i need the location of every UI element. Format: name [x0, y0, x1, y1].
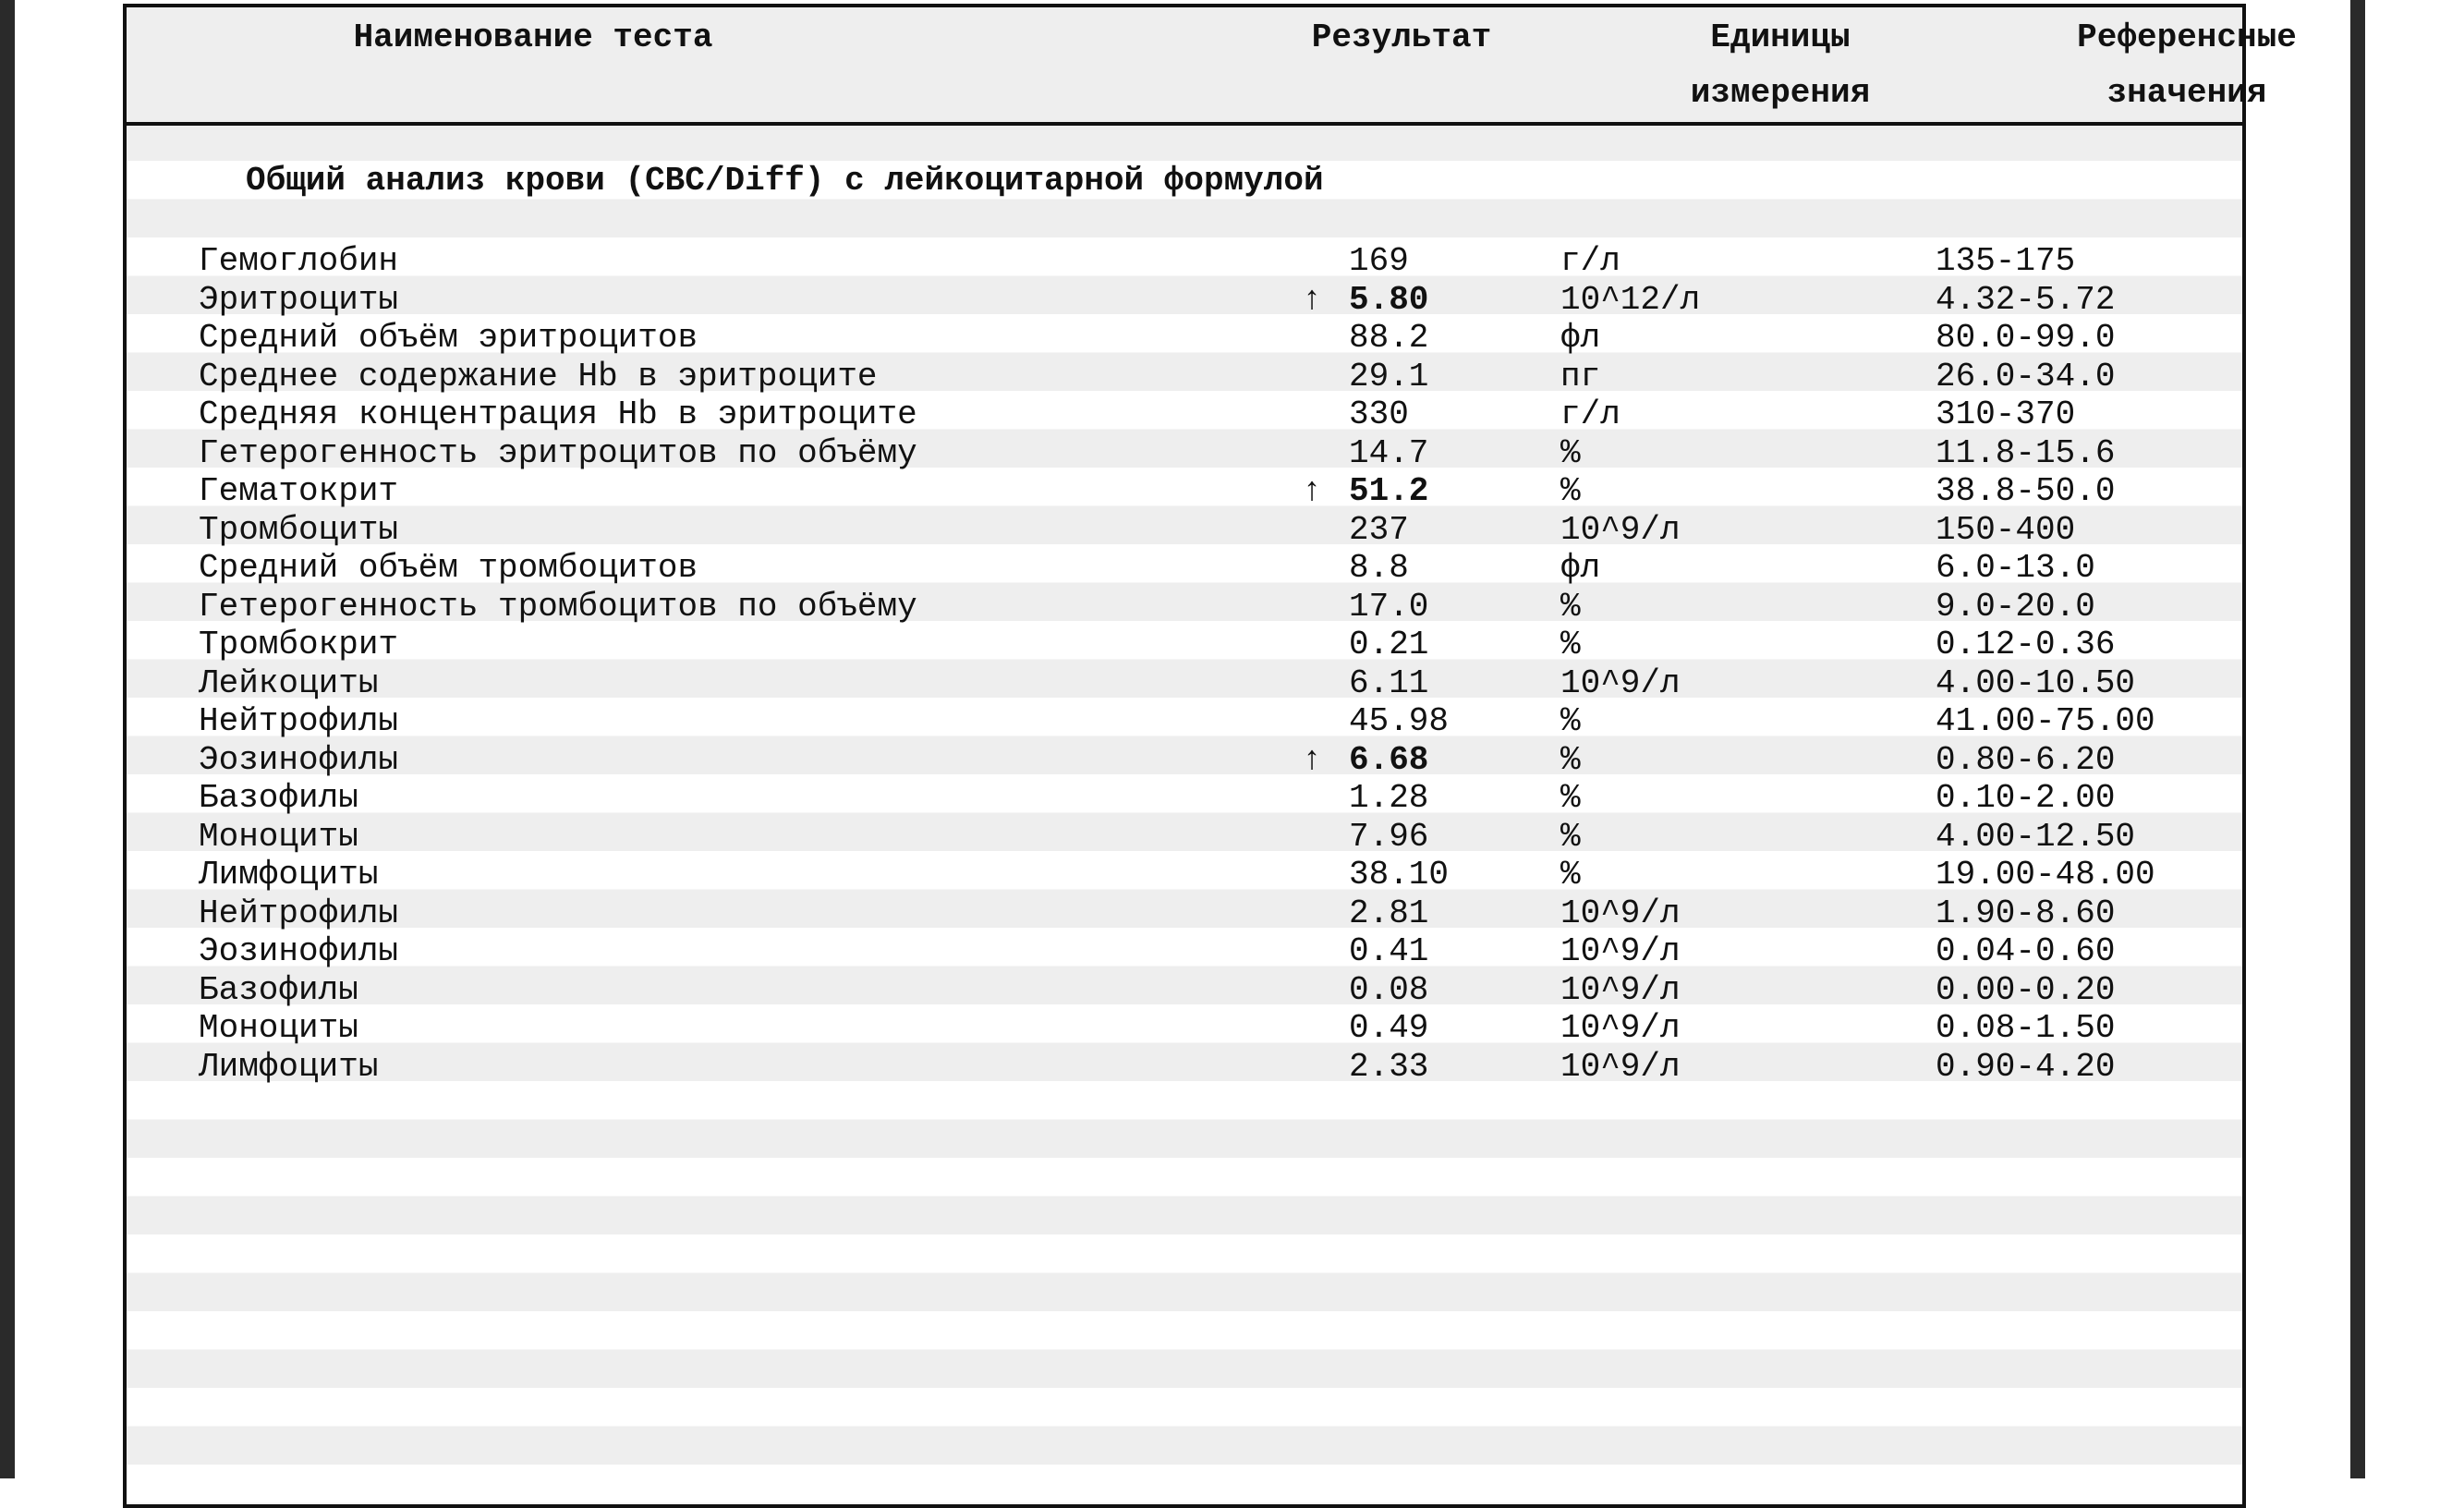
result-value-cell: 8.8	[1349, 549, 1409, 587]
table-row	[127, 281, 2242, 320]
section-title: Общий анализ крови (CBC/Diff) с лейкоцитарной формулой	[246, 162, 1324, 200]
test-name-cell: Базофилы	[199, 970, 358, 1009]
reference-range-cell: 0.90-4.20	[1936, 1047, 2116, 1086]
table-row	[127, 395, 2242, 434]
unit-cell: фл	[1560, 319, 1601, 357]
unit-cell: %	[1560, 740, 1581, 779]
reference-range-cell: 0.80-6.20	[1936, 740, 2116, 779]
high-flag-icon: ↑	[1302, 740, 1322, 779]
result-value-cell: 51.2	[1349, 472, 1429, 510]
left-window-edge	[0, 0, 15, 1478]
header-test-name: Наименование теста	[353, 18, 713, 56]
reference-range-cell: 26.0-34.0	[1936, 357, 2116, 395]
unit-cell: %	[1560, 856, 1581, 894]
unit-cell: пг	[1560, 357, 1601, 395]
result-value-cell: 45.98	[1349, 702, 1450, 740]
reference-range-cell: 310-370	[1936, 395, 2076, 433]
table-row	[127, 626, 2242, 664]
table-row	[127, 472, 2242, 511]
test-name-cell: Эритроциты	[199, 280, 399, 319]
reference-range-cell: 4.00-12.50	[1936, 817, 2136, 856]
result-value-cell: 1.28	[1349, 779, 1429, 817]
lab-results-sheet	[123, 4, 2297, 1508]
table-row	[127, 434, 2242, 473]
reference-range-cell: 4.32-5.72	[1936, 280, 2116, 319]
results-table-body	[127, 242, 2242, 1086]
high-flag-icon: ↑	[1302, 472, 1322, 510]
unit-cell: 10^9/л	[1560, 932, 1681, 970]
test-name-cell: Гетерогенность эритроцитов по объёму	[199, 433, 917, 472]
reference-range-cell: 0.04-0.60	[1936, 932, 2116, 970]
unit-cell: %	[1560, 587, 1581, 626]
table-header	[127, 7, 2297, 126]
result-value-cell: 0.08	[1349, 970, 1429, 1009]
result-value-cell: 169	[1349, 242, 1409, 280]
table-row	[127, 1048, 2242, 1087]
unit-cell: %	[1560, 702, 1581, 740]
table-row	[127, 549, 2242, 588]
result-value-cell: 237	[1349, 510, 1409, 549]
reference-range-cell: 80.0-99.0	[1936, 319, 2116, 357]
result-value-cell: 0.41	[1349, 932, 1429, 970]
test-name-cell: Среднее содержание Hb в эритроците	[199, 357, 878, 395]
test-name-cell: Гемоглобин	[199, 242, 399, 280]
reference-range-cell: 0.10-2.00	[1936, 779, 2116, 817]
result-value-cell: 0.21	[1349, 626, 1429, 663]
unit-cell: 10^12/л	[1560, 280, 1701, 319]
table-row	[127, 702, 2242, 741]
reference-range-cell: 135-175	[1936, 242, 2076, 280]
unit-cell: %	[1560, 779, 1581, 817]
unit-cell: %	[1560, 472, 1581, 510]
header-units: Единицы измерения	[1690, 18, 1871, 112]
unit-cell: фл	[1560, 549, 1601, 587]
result-value-cell: 29.1	[1349, 357, 1429, 395]
test-name-cell: Моноциты	[199, 1009, 358, 1047]
reference-range-cell: 6.0-13.0	[1936, 549, 2095, 587]
result-value-cell: 330	[1349, 395, 1409, 433]
reference-range-cell: 0.08-1.50	[1936, 1009, 2116, 1047]
result-value-cell: 7.96	[1349, 817, 1429, 856]
test-name-cell: Средний объём тромбоцитов	[199, 549, 698, 587]
test-name-cell: Нейтрофилы	[199, 894, 399, 932]
test-name-cell: Эозинофилы	[199, 740, 399, 779]
reference-range-cell: 0.12-0.36	[1936, 626, 2116, 663]
test-name-cell: Нейтрофилы	[199, 702, 399, 740]
unit-cell: г/л	[1560, 395, 1620, 433]
right-window-edge	[2350, 0, 2365, 1478]
unit-cell: 10^9/л	[1560, 1047, 1681, 1086]
result-value-cell: 38.10	[1349, 856, 1450, 894]
table-row	[127, 971, 2242, 1010]
test-name-cell: Тромбокрит	[199, 626, 399, 663]
test-name-cell: Гетерогенность тромбоцитов по объёму	[199, 587, 917, 626]
result-value-cell: 6.68	[1349, 740, 1429, 779]
test-name-cell: Лейкоциты	[199, 663, 379, 702]
table-row	[127, 932, 2242, 971]
reference-range-cell: 19.00-48.00	[1936, 856, 2155, 894]
test-name-cell: Моноциты	[199, 817, 358, 856]
header-reference: Референсные значения	[2077, 18, 2297, 112]
test-name-cell: Гематокрит	[199, 472, 399, 510]
test-name-cell: Базофилы	[199, 779, 358, 817]
result-value-cell: 88.2	[1349, 319, 1429, 357]
unit-cell: 10^9/л	[1560, 894, 1681, 932]
table-row	[127, 779, 2242, 818]
reference-range-cell: 4.00-10.50	[1936, 663, 2136, 702]
high-flag-icon: ↑	[1302, 280, 1322, 319]
unit-cell: 10^9/л	[1560, 1009, 1681, 1047]
result-value-cell: 6.11	[1349, 663, 1429, 702]
reference-range-cell: 9.0-20.0	[1936, 587, 2095, 626]
table-row	[127, 319, 2242, 358]
table-row	[127, 358, 2242, 396]
result-value-cell: 17.0	[1349, 587, 1429, 626]
result-value-cell: 5.80	[1349, 280, 1429, 319]
table-row	[127, 856, 2242, 894]
test-name-cell: Лимфоциты	[199, 1047, 379, 1086]
unit-cell: 10^9/л	[1560, 510, 1681, 549]
table-row	[127, 741, 2242, 780]
test-name-cell: Лимфоциты	[199, 856, 379, 894]
unit-cell: %	[1560, 626, 1581, 663]
test-name-cell: Тромбоциты	[199, 510, 399, 549]
result-value-cell: 2.81	[1349, 894, 1429, 932]
reference-range-cell: 0.00-0.20	[1936, 970, 2116, 1009]
unit-cell: 10^9/л	[1560, 663, 1681, 702]
test-name-cell: Средний объём эритроцитов	[199, 319, 698, 357]
result-value-cell: 14.7	[1349, 433, 1429, 472]
reference-range-cell: 38.8-50.0	[1936, 472, 2116, 510]
result-value-cell: 2.33	[1349, 1047, 1429, 1086]
unit-cell: 10^9/л	[1560, 970, 1681, 1009]
table-row	[127, 588, 2242, 626]
table-row	[127, 242, 2242, 281]
result-value-cell: 0.49	[1349, 1009, 1429, 1047]
reference-range-cell: 150-400	[1936, 510, 2076, 549]
table-row	[127, 664, 2242, 703]
unit-cell: %	[1560, 817, 1581, 856]
table-row	[127, 818, 2242, 857]
test-name-cell: Средняя концентрация Hb в эритроците	[199, 395, 917, 433]
reference-range-cell: 41.00-75.00	[1936, 702, 2155, 740]
table-row	[127, 1009, 2242, 1048]
table-row	[127, 511, 2242, 550]
header-result: Результат	[1311, 18, 1492, 56]
table-row	[127, 894, 2242, 933]
test-name-cell: Эозинофилы	[199, 932, 399, 970]
unit-cell: г/л	[1560, 242, 1620, 280]
reference-range-cell: 11.8-15.6	[1936, 433, 2116, 472]
unit-cell: %	[1560, 433, 1581, 472]
reference-range-cell: 1.90-8.60	[1936, 894, 2116, 932]
